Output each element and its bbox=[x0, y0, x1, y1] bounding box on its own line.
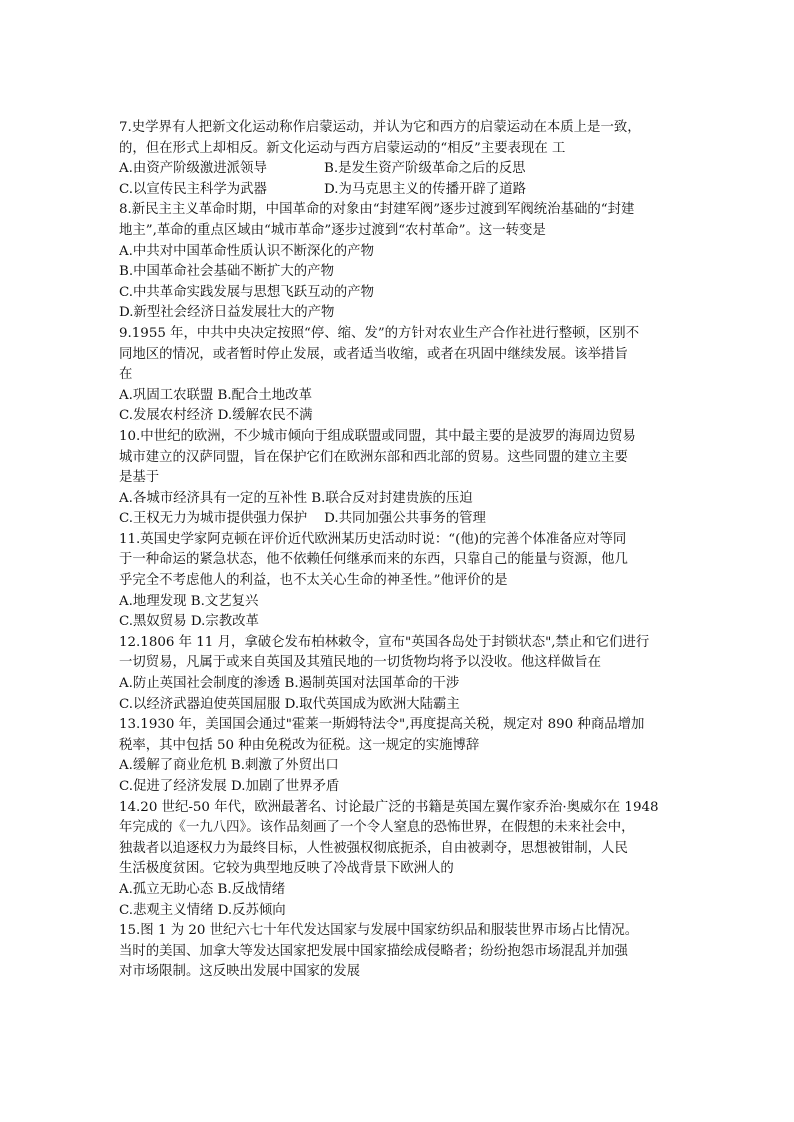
option-row[interactable]: C.黑奴贸易 D.宗教改革 bbox=[119, 614, 259, 630]
question-text: 15.图 1 为 20 世纪六七十年代发达国家与发展中国家纺织品和服装世界市场占比情况。 bbox=[119, 923, 639, 939]
option-row[interactable]: C.以经济武器迫使英国屈服 D.取代英国成为欧洲大陆霸主 bbox=[119, 696, 460, 712]
option-b[interactable]: B.是发生资产阶级革命之后的反思 bbox=[324, 161, 526, 177]
option-row[interactable]: C.发展农村经济 D.缓解农民不满 bbox=[119, 408, 313, 424]
question-text: 同地区的情况，或者暂时停止发展，或者适当收缩，或者在巩固中继续发展。该举措旨 bbox=[119, 346, 628, 362]
option-b[interactable]: B.中国革命社会基础不断扩大的产物 bbox=[119, 264, 334, 280]
exam-page bbox=[119, 118, 679, 983]
option-row bbox=[119, 159, 679, 180]
question-10 bbox=[119, 427, 679, 530]
option-row[interactable]: A.地理发现 B.文艺复兴 bbox=[119, 593, 259, 609]
option-row[interactable]: A.各城市经济具有一定的互补性 B.联合反对封建贵族的压迫 bbox=[119, 490, 473, 506]
option-row[interactable]: A.巩固工农联盟 B.配合土地改革 bbox=[119, 387, 312, 403]
option-row[interactable]: C.王权无力为城市提供强力保护 D.共同加强公共事务的管理 bbox=[119, 511, 486, 527]
question-text: 8.新民主主义革命时期，中国革命的对象由“封建军阀”逐步过渡到军阀统治基础的“封建 bbox=[119, 202, 635, 218]
question-text: 7.史学界有人把新文化运动称作启蒙运动，并认为它和西方的启蒙运动在本质上是一致， bbox=[119, 120, 641, 135]
question-text: 税率，其中包括 50 种由免税改为征税。这一规定的实施博辞 bbox=[119, 737, 480, 753]
question-text: 生活极度贫困。它较为典型地反映了冷战背景下欧洲人的 bbox=[119, 861, 454, 877]
question-13 bbox=[119, 715, 679, 797]
question-11 bbox=[119, 530, 679, 633]
option-row[interactable]: A.防止英国社会制度的渗透 B.遏制英国对法国革命的干涉 bbox=[119, 676, 460, 692]
question-12 bbox=[119, 633, 679, 715]
question-text: 的，但在形式上却相反。新文化运动与西方启蒙运动的“相反”主要表现在 工 bbox=[119, 140, 566, 156]
question-7 bbox=[119, 118, 679, 200]
question-text: 年完成的《一九八四》。该作品刻画了一个令人窒息的恐怖世界，在假想的未来社会中， bbox=[119, 820, 635, 836]
question-text: 地主”,革命的重点区域由“城市革命”逐步过渡到“农村革命”。这一转变是 bbox=[119, 222, 546, 238]
question-text: 乎完全不考虑他人的利益，也不太关心生命的神圣性。”他评价的是 bbox=[119, 573, 508, 589]
option-c[interactable]: C.以宣传民主科学为武器 bbox=[119, 181, 267, 197]
question-14 bbox=[119, 798, 679, 922]
option-row[interactable]: C.悲观主义情绪 D.反苏倾向 bbox=[119, 902, 286, 918]
question-text: 一切贸易，凡属于或来自英国及其殖民地的一切货物均将予以没收。他这样做旨在 bbox=[119, 655, 602, 671]
question-text: 在 bbox=[119, 367, 133, 383]
option-a[interactable]: A.中共对中国革命性质认识不断深化的产物 bbox=[119, 243, 374, 259]
option-row[interactable]: A.缓解了商业危机 B.刺激了外贸出口 bbox=[119, 758, 339, 774]
question-text: 对市场限制。这反映出发展中国家的发展 bbox=[119, 964, 361, 980]
question-text: 9.1955 年，中共中央决定按照“停、缩、发”的方针对农业生产合作社进行整顿，区别不 bbox=[119, 325, 640, 341]
question-text: 独裁者以追逐权力为最终目标，人性被强权彻底扼杀，自由被剥夺，思想被钳制，人民 bbox=[119, 840, 628, 856]
question-text: 是基于 bbox=[119, 470, 160, 486]
option-row[interactable]: A.孤立无助心态 B.反战情绪 bbox=[119, 881, 286, 897]
question-text: 城市建立的汉萨同盟，旨在保护它们在欧洲东部和西北部的贸易。这些同盟的建立主要 bbox=[119, 449, 628, 465]
option-row bbox=[119, 180, 679, 201]
option-d[interactable]: D.为马克思主义的传播开辟了道路 bbox=[324, 181, 526, 197]
option-a[interactable]: A.由资产阶级激进派领导 bbox=[119, 161, 267, 177]
option-c[interactable]: C.中共革命实践发展与思想飞跃互动的产物 bbox=[119, 284, 375, 300]
question-text: 14.20 世纪-50 年代，欧洲最著名、讨论最广泛的书籍是英国左翼作家乔治·奥威尔在 1948 bbox=[119, 799, 659, 815]
question-text: 12.1806 年 11 月，拿破仑发布柏林敕令，宣布"英国各岛处于封锁状态",禁止和它们进行 bbox=[119, 634, 650, 650]
question-text: 于一种命运的紧急状态，他不依赖任何继承而来的东西，只靠自己的能量与资源，他几 bbox=[119, 552, 628, 568]
question-8 bbox=[119, 200, 679, 324]
question-text: 10.中世纪的欧洲，不少城市倾向于组成联盟或同盟，其中最主要的是波罗的海周边贸易 bbox=[119, 428, 636, 444]
question-text: 13.1930 年，美国国会通过"霍莱一斯姆特法令",再度提高关税，规定对 890 种商品增加 bbox=[119, 717, 645, 733]
option-d[interactable]: D.新型社会经济日益发展壮大的产物 bbox=[119, 305, 335, 321]
question-text: 11.英国史学家阿克顿在评价近代欧洲某历史活动时说：“(他)的完善个体准备应对等同 bbox=[119, 531, 627, 547]
question-15 bbox=[119, 921, 679, 983]
question-9 bbox=[119, 324, 679, 427]
option-row[interactable]: C.促进了经济发展 D.加剧了世界矛盾 bbox=[119, 779, 340, 794]
question-text: 当时的美国、加拿大等发达国家把发展中国家描绘成侵略者；纷纷抱怨市场混乱并加强 bbox=[119, 943, 628, 959]
